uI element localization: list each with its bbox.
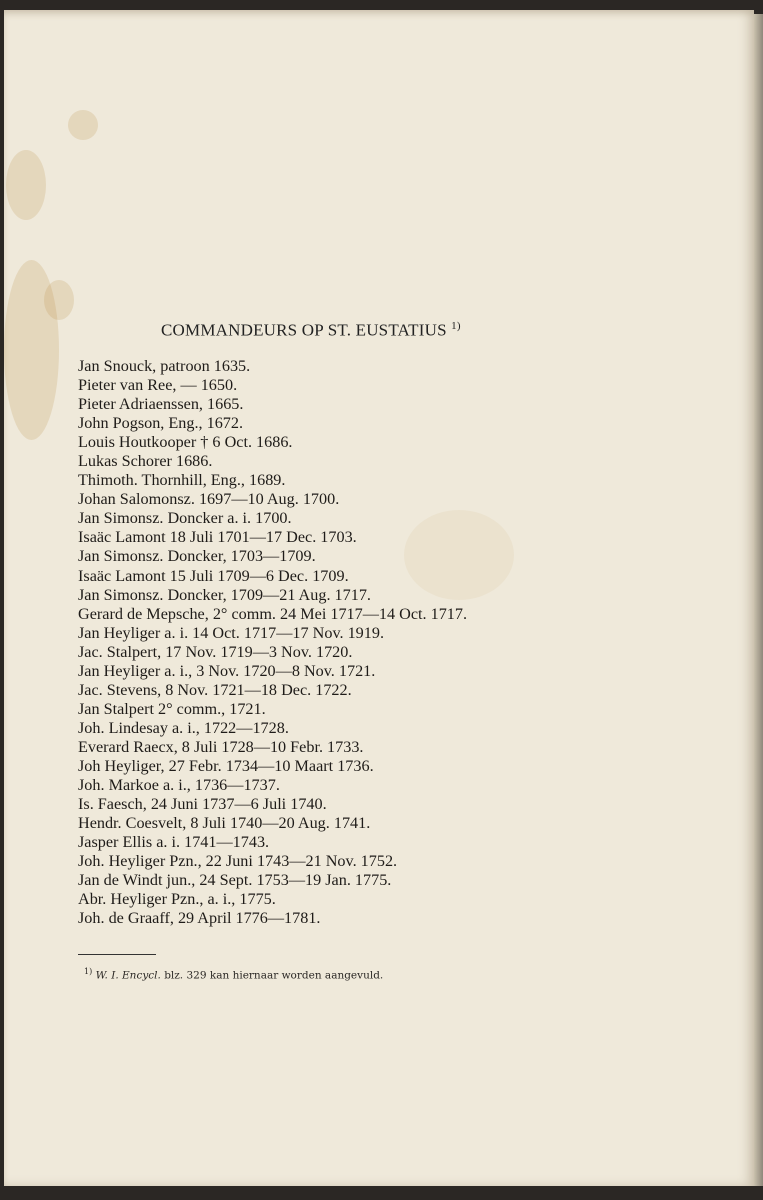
footnote — [84, 967, 383, 982]
list-item: Thimoth. Thornhill, Eng., 1689. — [78, 471, 286, 490]
list-item: John Pogson, Eng., 1672. — [78, 414, 244, 433]
list-item: Jan Heyliger a. i. 14 Oct. 1717—17 Nov. 1919. — [78, 623, 385, 642]
page-edge — [754, 14, 763, 1186]
list-item: Jan Simonsz. Doncker, 1709—21 Aug. 1717. — [78, 585, 371, 604]
list-item: Joh. de Graaff, 29 April 1776—1781. — [78, 909, 321, 928]
list-item: Joh. Heyliger Pzn., 22 Juni 1743—21 Nov. 1752. — [78, 852, 398, 871]
list-item: Jac. Stalpert, 17 Nov. 1719—3 Nov. 1720. — [78, 642, 353, 661]
list-item: Joh. Markoe a. i., 1736—1737. — [78, 776, 280, 795]
list-item: Pieter Adriaenssen, 1665. — [78, 395, 244, 414]
page-title-text: COMMANDEURS OP ST. EUSTATIUS — [161, 320, 447, 340]
list-item: Isaäc Lamont 15 Juli 1709—6 Dec. 1709. — [78, 566, 349, 585]
list-item: Jan Snouck, patroon 1635. — [78, 357, 251, 375]
footnote-divider — [78, 954, 156, 955]
footnote-reference: 1) — [451, 320, 461, 332]
list-item: Everard Raecx, 8 Juli 1728—10 Febr. 1733. — [78, 737, 364, 756]
list-item: Louis Houtkooper † 6 Oct. 1686. — [78, 433, 293, 452]
list-item: Isaäc Lamont 18 Juli 1701—17 Dec. 1703. — [78, 528, 357, 547]
footnote-text: blz. 329 kan hiernaar worden aangevuld. — [164, 969, 384, 982]
list-item: Jan Heyliger a. i., 3 Nov. 1720—8 Nov. 1721. — [78, 661, 376, 680]
list-item: Jan Simonsz. Doncker a. i. 1700. — [78, 509, 292, 528]
list-item: Joh. Lindesay a. i., 1722—1728. — [78, 718, 289, 737]
book-page — [4, 10, 754, 1186]
list-item: Joh Heyliger, 27 Febr. 1734—10 Maart 1736. — [78, 756, 374, 775]
list-item: Gerard de Mepsche, 2° comm. 24 Mei 1717—14 Oct. 1717. — [78, 604, 468, 623]
list-item: Jasper Ellis a. i. 1741—1743. — [78, 833, 270, 852]
foxing-stain — [68, 110, 98, 140]
footnote-source: W. I. Encycl. — [95, 969, 161, 982]
commander-list — [78, 357, 467, 928]
list-item: Lukas Schorer 1686. — [78, 452, 213, 471]
list-item: Jan Simonsz. Doncker, 1703—1709. — [78, 547, 316, 566]
page-title — [161, 320, 461, 341]
list-item: Jac. Stevens, 8 Nov. 1721—18 Dec. 1722. — [78, 680, 352, 699]
foxing-stain — [44, 280, 74, 320]
list-item: Hendr. Coesvelt, 8 Juli 1740—20 Aug. 1741. — [78, 814, 371, 833]
list-item: Pieter van Ree, — 1650. — [78, 376, 238, 395]
list-item: Is. Faesch, 24 Juni 1737—6 Juli 1740. — [78, 795, 327, 814]
list-item: Johan Salomonsz. 1697—10 Aug. 1700. — [78, 490, 340, 509]
list-item: Abr. Heyliger Pzn., a. i., 1775. — [78, 890, 276, 909]
foxing-stain — [6, 150, 46, 220]
footnote-marker: 1) — [84, 967, 93, 976]
list-item: Jan de Windt jun., 24 Sept. 1753—19 Jan. 1775. — [78, 871, 392, 890]
list-item: Jan Stalpert 2° comm., 1721. — [78, 699, 266, 718]
